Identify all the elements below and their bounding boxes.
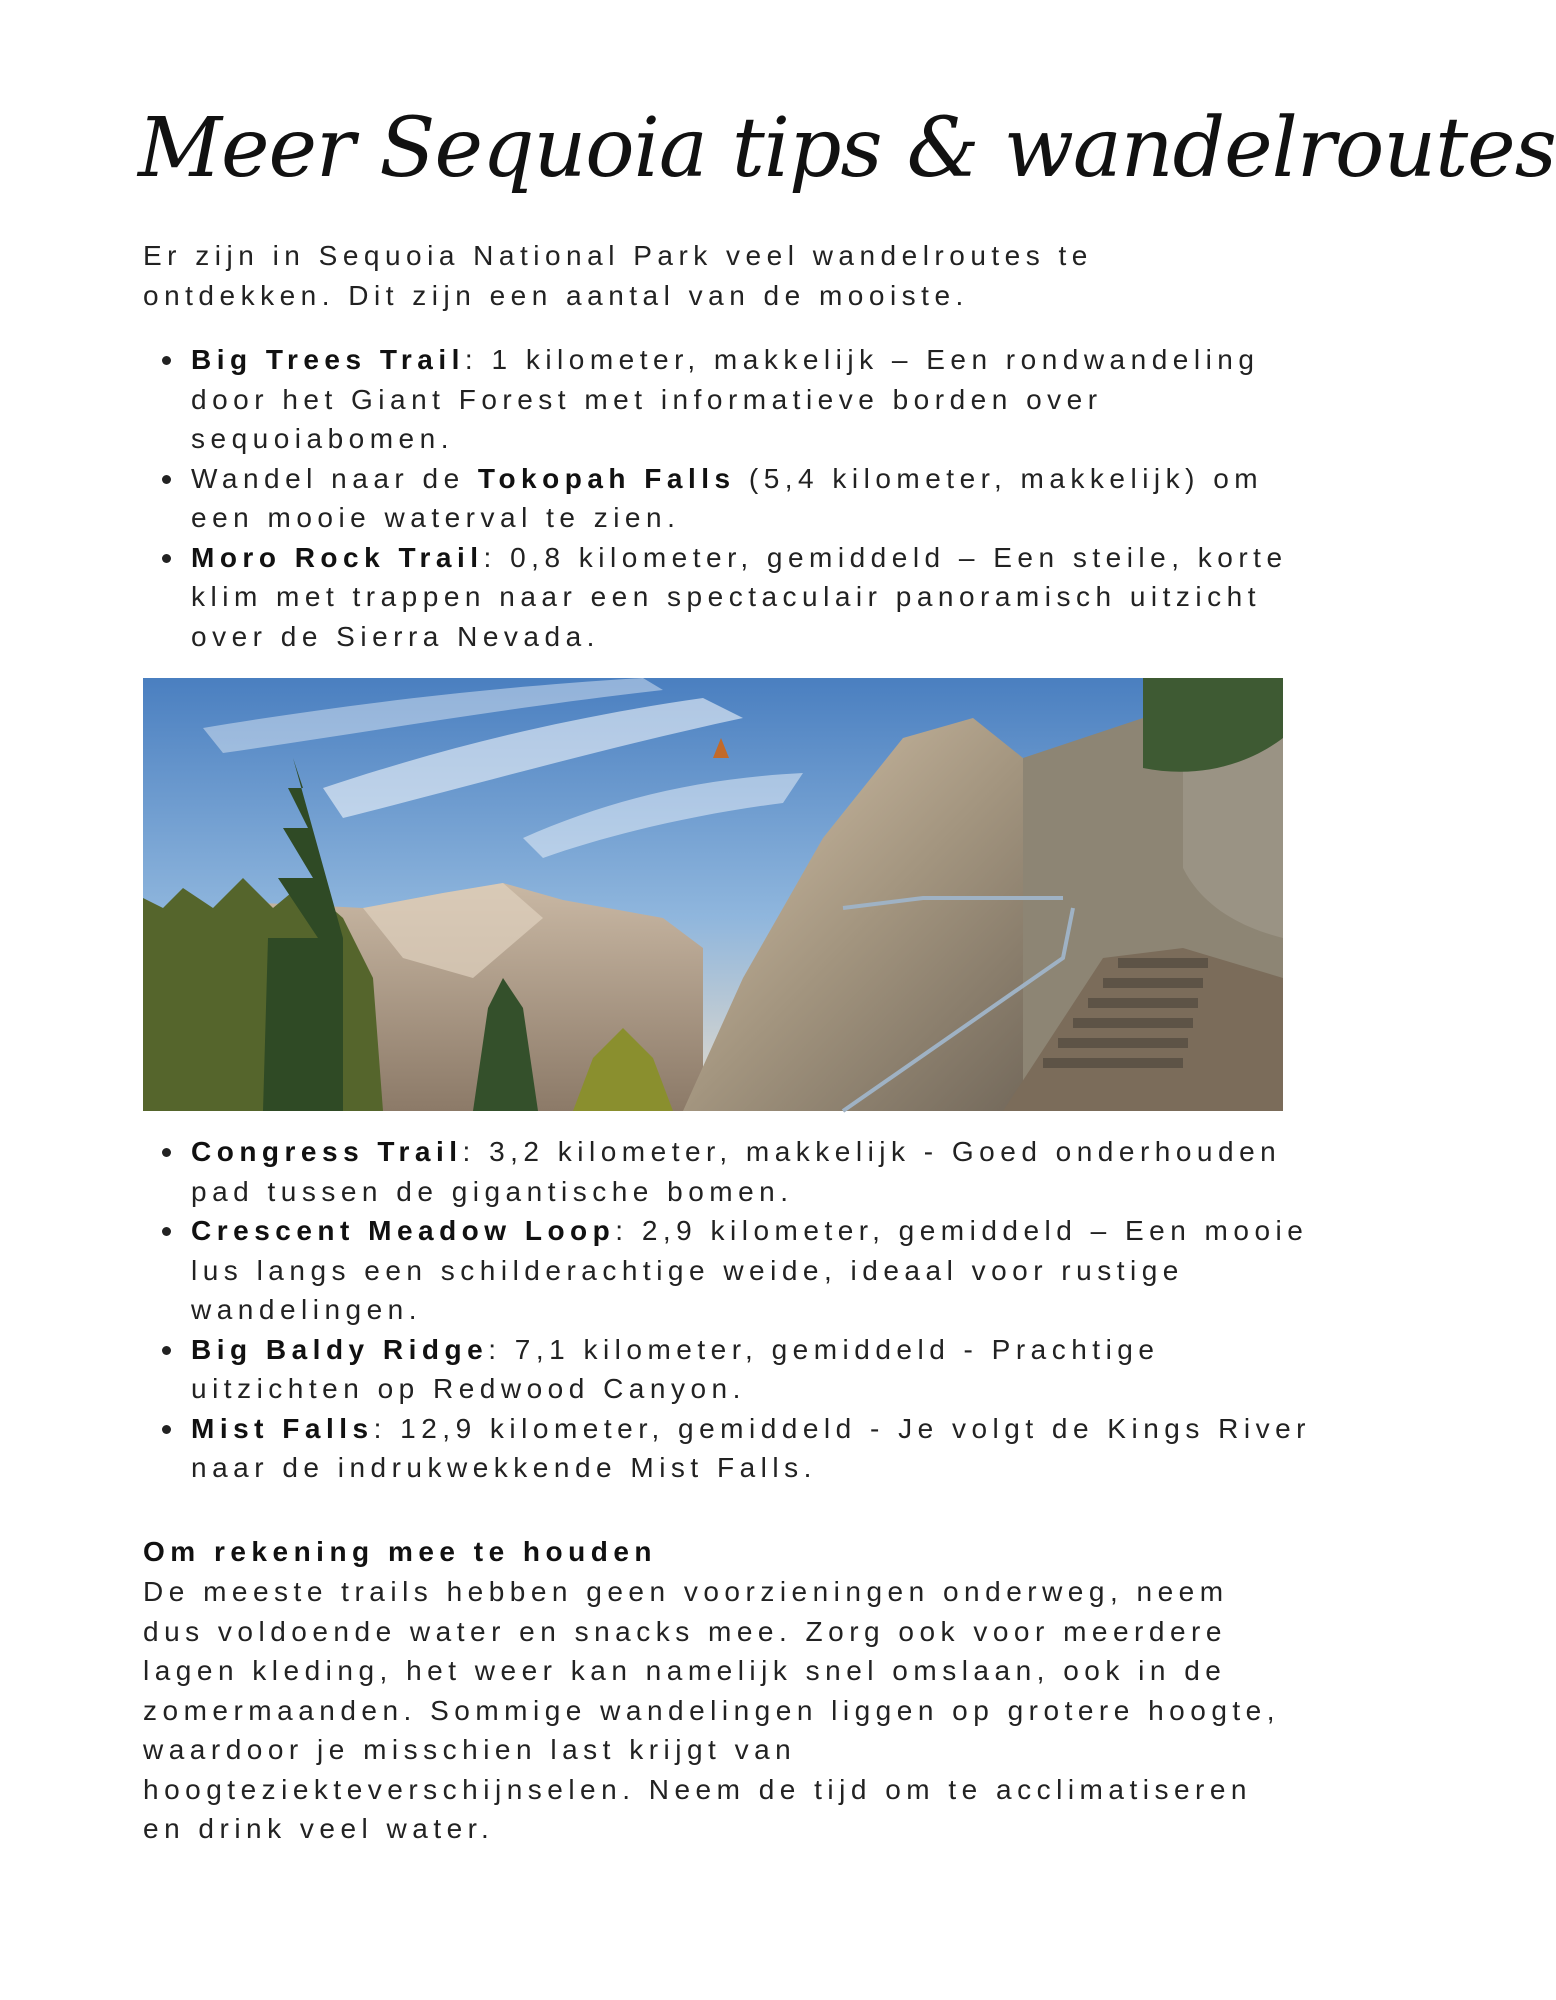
moro-rock-photo xyxy=(143,678,1283,1111)
tips-heading: Om rekening mee te houden xyxy=(143,1536,658,1567)
list-item xyxy=(191,459,1311,538)
trail-prefix: Wandel naar de xyxy=(191,462,478,494)
list-item xyxy=(191,1132,1311,1211)
trail-list-bottom xyxy=(143,1132,1311,1488)
trail-list-top xyxy=(143,340,1311,656)
trail-name: Crescent Meadow Loop xyxy=(191,1215,616,1246)
page-title: Meer Sequoia tips & wandelroutes xyxy=(138,101,1556,196)
trail-name: Mist Falls xyxy=(191,1412,374,1444)
trail-name: Congress Trail xyxy=(191,1136,463,1167)
trail-name: Big Baldy Ridge xyxy=(191,1333,489,1365)
trail-name: Tokopah Falls xyxy=(477,462,736,494)
list-item xyxy=(191,1211,1311,1330)
tips-paragraph: De meeste trails hebben geen voorzieningen onderweg, neem dus voldoende water en snacks mee. Zorg ook voor meerdere lagen kleding, het weer kan namelijk snel omslaan, ook in de zomermaanden. Sommige wandelingen liggen op grotere hoogte, waardoor je misschien last krijgt van hoogteziekteverschijnselen. Neem de tijd om te acclimatiseren en drink veel water. xyxy=(143,1576,1281,1844)
trail-description: : 0,8 kilometer, gemiddeld – Een steile, korte klim met trappen naar een spectaculair panoramisch uitzicht over de Sierra Nevada. xyxy=(191,541,1288,652)
list-item xyxy=(191,1330,1311,1409)
trail-description: : 2,9 kilometer, gemiddeld – Een mooie lus langs een schilderachtige weide, ideaal voor rustige wandelingen. xyxy=(191,1215,1309,1325)
trail-name: Big Trees Trail xyxy=(191,344,465,375)
trail-description: (5,4 kilometer, makkelijk) om een mooie waterval te zien. xyxy=(191,462,1264,533)
trail-name: Moro Rock Trail xyxy=(191,541,484,573)
list-item xyxy=(191,340,1311,459)
trail-description: : 12,9 kilometer, gemiddeld - Je volgt de Kings River naar de indrukwekkende Mist Falls. xyxy=(191,1412,1311,1483)
list-item xyxy=(191,1409,1311,1488)
trail-description: : 1 kilometer, makkelijk – Een rondwandeling door het Giant Forest met informatieve borden over sequoiabomen. xyxy=(191,344,1260,454)
trail-description: : 7,1 kilometer, gemiddeld - Prachtige uitzichten op Redwood Canyon. xyxy=(191,1333,1160,1404)
intro-paragraph: Er zijn in Sequoia National Park veel wandelroutes te ontdekken. Dit zijn een aantal van de mooiste. xyxy=(143,240,1093,311)
list-item xyxy=(191,538,1311,657)
trail-description: : 3,2 kilometer, makkelijk - Goed onderhouden pad tussen de gigantische bomen. xyxy=(191,1136,1282,1207)
